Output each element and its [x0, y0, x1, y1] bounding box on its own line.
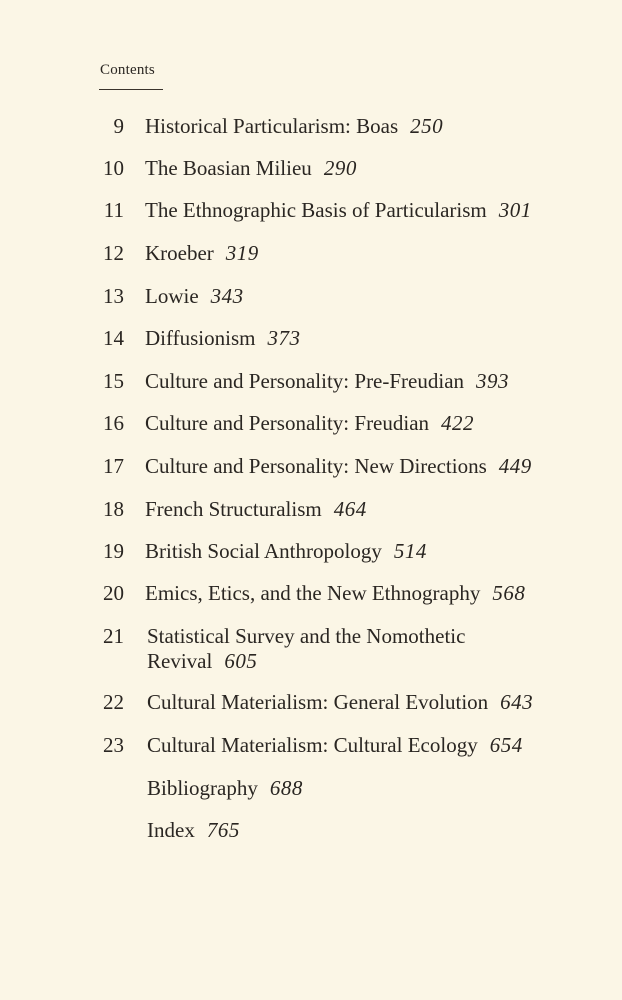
page-number: 343 — [210, 284, 244, 308]
chapter-number: 23 — [103, 733, 124, 757]
page-number: 290 — [323, 156, 357, 180]
chapter-number: 20 — [103, 581, 124, 605]
chapter-title-line — [145, 241, 259, 265]
chapter-number: 11 — [103, 198, 124, 222]
chapter-number: 17 — [103, 454, 124, 478]
page-number: 765 — [206, 818, 240, 842]
page-number: 449 — [498, 454, 532, 478]
page-number: 319 — [225, 241, 259, 265]
chapter-title-line — [145, 454, 532, 478]
chapter-title: Historical Particularism: Boas — [145, 114, 399, 138]
chapter-title-line — [145, 114, 443, 138]
page-number: 605 — [224, 649, 258, 673]
chapter-title-continuation: Revival — [147, 649, 213, 673]
chapter-title: The Ethnographic Basis of Particularism — [145, 198, 487, 222]
page-number: 643 — [500, 690, 534, 714]
chapter-number: 9 — [113, 114, 124, 138]
chapter-title-line — [145, 369, 509, 393]
chapter-title: French Structuralism — [145, 497, 322, 521]
chapter-title-line — [147, 818, 240, 842]
chapter-title-line — [145, 497, 367, 521]
chapter-title-line — [145, 411, 474, 435]
page-header: Contents — [100, 62, 155, 78]
chapter-number: 10 — [103, 156, 124, 180]
page-number: 514 — [393, 539, 427, 563]
chapter-title: The Boasian Milieu — [145, 156, 312, 180]
chapter-number: 22 — [103, 690, 124, 714]
chapter-title: Diffusionism — [145, 326, 256, 350]
page-number: 393 — [476, 369, 510, 393]
chapter-title: Cultural Materialism: General Evolution — [147, 690, 489, 714]
page-number: 654 — [489, 733, 523, 757]
chapter-title: Culture and Personality: Pre-Freudian — [145, 369, 465, 393]
chapter-number: 18 — [103, 497, 124, 521]
chapter-title: Index — [147, 818, 195, 842]
chapter-title: Kroeber — [145, 241, 214, 265]
page-number: 688 — [269, 776, 303, 800]
page-number: 422 — [441, 411, 475, 435]
chapter-number: 16 — [103, 411, 124, 435]
chapter-title-line — [145, 198, 532, 222]
chapter-title-line-2 — [147, 649, 257, 673]
chapter-title-line — [145, 284, 244, 308]
chapter-number: 12 — [103, 241, 124, 265]
chapter-title: Bibliography — [147, 776, 258, 800]
chapter-number: 14 — [103, 326, 124, 350]
chapter-title-line — [147, 776, 303, 800]
chapter-title: Cultural Materialism: Cultural Ecology — [147, 733, 478, 757]
chapter-title-line — [145, 326, 300, 350]
chapter-title: Culture and Personality: Freudian — [145, 411, 430, 435]
chapter-title-line — [147, 690, 533, 714]
chapter-number: 19 — [103, 539, 124, 563]
page-number: 568 — [492, 581, 526, 605]
chapter-number: 21 — [103, 624, 124, 648]
chapter-title: Culture and Personality: New Directions — [145, 454, 487, 478]
page-number: 373 — [267, 326, 301, 350]
chapter-number: 13 — [103, 284, 124, 308]
page-number: 250 — [410, 114, 444, 138]
page-number: 464 — [333, 497, 367, 521]
chapter-title-line — [145, 581, 525, 605]
chapter-title: British Social Anthropology — [145, 539, 382, 563]
chapter-title-line — [145, 539, 427, 563]
chapter-title-line — [147, 733, 523, 757]
chapter-title: Statistical Survey and the Nomothetic — [147, 624, 466, 648]
chapter-title-line — [145, 156, 357, 180]
chapter-number: 15 — [103, 369, 124, 393]
chapter-title: Lowie — [145, 284, 199, 308]
page-number: 301 — [498, 198, 532, 222]
chapter-title: Emics, Etics, and the New Ethnography — [145, 581, 481, 605]
